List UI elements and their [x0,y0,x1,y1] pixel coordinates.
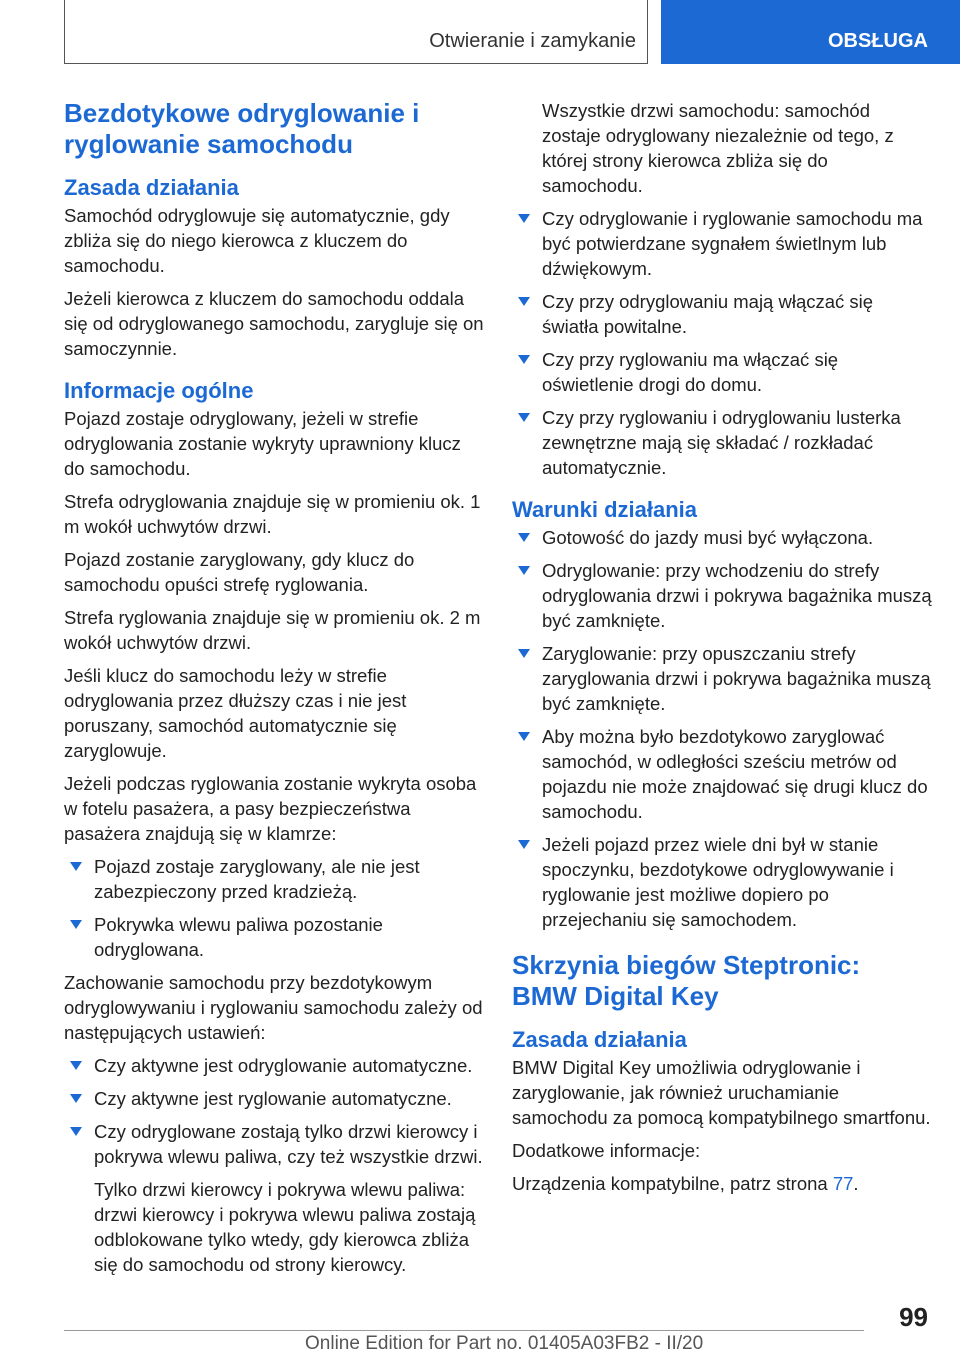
triangle-bullet-icon [518,533,530,542]
list-item-text: Czy odryglowanie i ryglowanie samochodu ma być potwierdzane sygnałem świetlnym lub dźwiękowym. [542,208,923,279]
section-title-digital-key: Skrzynia biegów Steptronic: BMW Digital Key [512,950,861,1011]
paragraph: Pojazd zostaje odryglowany, jeżeli w strefie odryglowania zostanie wykryty uprawniony klucz do samochodu. [64,408,461,479]
triangle-bullet-icon [70,1127,82,1136]
heading-principle: Zasada działania [512,1027,687,1052]
right-column [512,98,932,1204]
triangle-bullet-icon [70,1061,82,1070]
paragraph: Pojazd zostanie zaryglowany, gdy klucz do samochodu opuści strefę ryglowania. [64,549,415,595]
list-item [512,289,932,339]
footer-divider [64,1330,864,1331]
paragraph: Strefa odryglowania znajduje się w promieniu ok. 1 m wokół uchwytów drzwi. [64,491,481,537]
bullet-list [512,525,932,932]
list-item [512,724,932,824]
left-column [64,98,484,1285]
paragraph: Jeżeli podczas ryglowania zostanie wykryta osoba w fotelu pasażera, a pasy bezpieczeństwa pasażera znajdują się w klamrze: [64,773,477,844]
header-chapter-badge: OBSŁUGA [661,0,960,64]
paragraph: Dodatkowe informacje: [512,1140,701,1161]
triangle-bullet-icon [518,413,530,422]
list-item [512,405,932,480]
paragraph: Zachowanie samochodu przy bezdotykowym odryglowywaniu i ryglowaniu samochodu zależy od następujących ustawień: [64,972,483,1043]
list-item-text: Czy przy odryglowaniu mają włączać się światła powitalne. [542,291,874,337]
heading-conditions: Warunki działania [512,497,698,522]
list-item-text: Aby można było bezdotykowo zaryglować samochód, w odległości sześciu metrów od pojazdu nie może znajdować się drugi klucz do samochodu. [542,726,928,822]
bullet-list [64,854,484,962]
page-number: 99 [899,1302,928,1332]
triangle-bullet-icon [518,566,530,575]
list-item [512,525,932,550]
sub-paragraph: Tylko drzwi kierowcy i pokrywa wlewu paliwa: drzwi kierowcy i pokrywa wlewu paliwa zostają odblokowane tylko wtedy, gdy kierowca zbliża się do samochodu od strony kierowcy. [94,1179,476,1275]
list-item [64,912,484,962]
list-item [512,832,932,932]
list-item-text: Odryglowanie: przy wchodzeniu do strefy odryglowania drzwi i pokrywa bagażnika muszą być zamknięte. [542,560,932,631]
heading-principle: Zasada działania [64,175,239,200]
header-section-title: Otwieranie i zamykanie [429,30,636,52]
list-item-text: Czy przy ryglowaniu i odryglowaniu lusterka zewnętrzne mają się składać / rozkładać automatycznie. [542,407,901,478]
list-item [512,641,932,716]
paragraph: Strefa ryglowania znajduje się w promieniu ok. 2 m wokół uchwytów drzwi. [64,607,481,653]
list-item-text: Zaryglowanie: przy opuszczaniu strefy zaryglowania drzwi i pokrywa bagażnika muszą być zamknięte. [542,643,931,714]
triangle-bullet-icon [518,355,530,364]
list-item [512,558,932,633]
list-item [512,206,932,281]
list-item [64,1119,484,1169]
paragraph: Jeśli klucz do samochodu leży w strefie odryglowania przez dłuższy czas i nie jest poruszany, samochód automatycznie się zaryglowuje. [64,665,407,761]
list-item [512,347,932,397]
list-item-text: Czy aktywne jest odryglowanie automatyczne. [94,1055,473,1076]
list-item-text: Gotowość do jazdy musi być wyłączona. [542,527,874,548]
list-item-text: Jeżeli pojazd przez wiele dni był w stanie spoczynku, bezdotykowe odryglowywanie i ryglowanie jest możliwe dopiero po przejechaniu się samochodem. [542,834,894,930]
paragraph: BMW Digital Key umożliwia odryglowanie i zaryglowanie, jak również uruchamianie samochodu za pomocą kompatybilnego smartfonu. [512,1057,931,1128]
bullet-list [512,206,932,480]
triangle-bullet-icon [518,732,530,741]
list-item-text: Czy aktywne jest ryglowanie automatyczne. [94,1088,452,1109]
section-title: Bezdotykowe odryglowanie i ryglowanie samochodu [64,98,420,159]
list-item-text: Pokrywka wlewu paliwa pozostanie odryglowana. [94,914,383,960]
list-item [64,1053,484,1078]
sub-paragraph: Wszystkie drzwi samochodu: samochód zostaje odryglowany niezależnie od tego, z której strony kierowca zbliża się do samochodu. [542,100,894,196]
triangle-bullet-icon [518,649,530,658]
heading-general-info: Informacje ogólne [64,378,254,403]
list-item-text: Pojazd zostaje zaryglowany, ale nie jest zabezpieczony przed kradzieżą. [94,856,420,902]
list-item-text: Czy odryglowane zostają tylko drzwi kierowcy i pokrywa wlewu paliwa, czy też wszystkie drzwi. [94,1121,483,1167]
footer-edition: Online Edition for Part no. 01405A03FB2 - II/20 [305,1333,704,1354]
triangle-bullet-icon [70,862,82,871]
triangle-bullet-icon [518,214,530,223]
triangle-bullet-icon [518,297,530,306]
reference-end: . [853,1173,859,1194]
bullet-list [64,1053,484,1169]
triangle-bullet-icon [518,840,530,849]
reference-text: Urządzenia kompatybilne, patrz strona [512,1173,828,1194]
list-item [64,1086,484,1111]
triangle-bullet-icon [70,1094,82,1103]
triangle-bullet-icon [70,920,82,929]
list-item-text: Czy przy ryglowaniu ma włączać się oświetlenie drogi do domu. [542,349,839,395]
paragraph [512,1171,932,1196]
page-reference-link[interactable]: 77 [832,1173,854,1194]
paragraph: Samochód odryglowuje się automatycznie, gdy zbliża się do niego kierowca z kluczem do samochodu. [64,205,450,276]
list-item [64,854,484,904]
paragraph: Jeżeli kierowca z kluczem do samochodu oddala się od odryglowanego samochodu, zarygluje się on samoczynnie. [64,288,484,359]
